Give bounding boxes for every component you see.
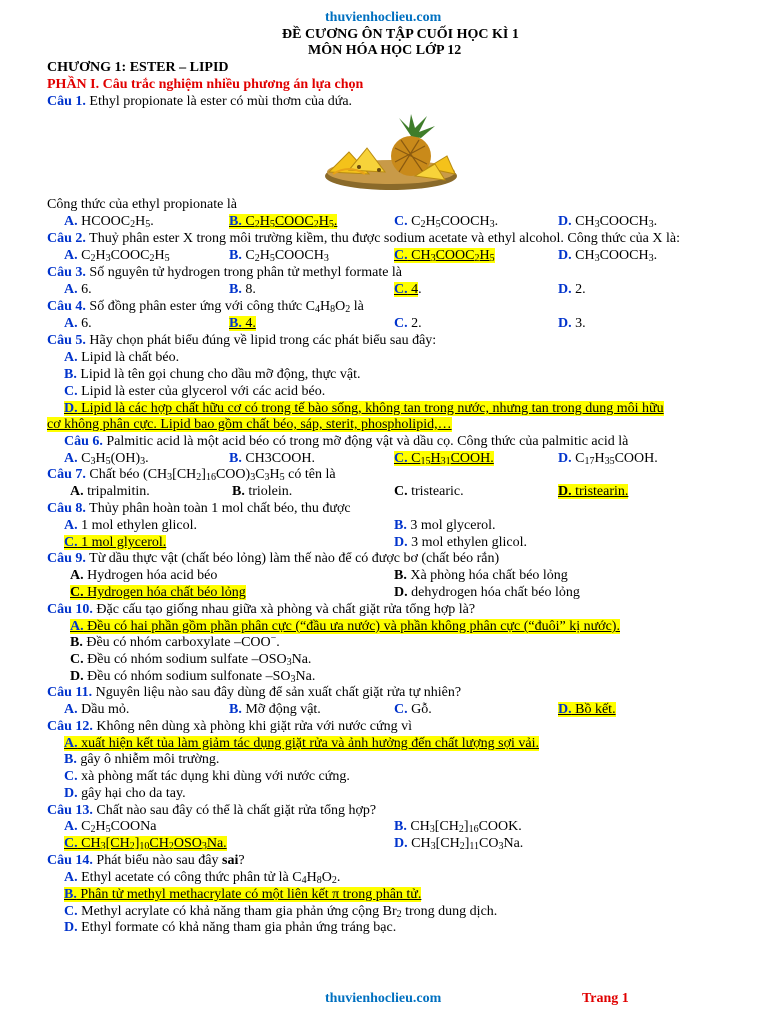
q7-option-d[interactable]: D. tristearin. [558,484,629,499]
question-9: Câu 9. Từ dầu thực vật (chất béo lỏng) làm thế nào để có được bơ (chất béo rắn) [47,551,500,566]
q3-option-a[interactable]: A. 6. [64,282,92,297]
q9-option-d[interactable]: D. dehydrogen hóa chất béo lỏng [394,585,580,600]
question-7: Câu 7. Chất béo $(CH_3[CH_2]_{16}COO)_3C_3H_5$ có tên là [47,467,336,483]
q4-option-b[interactable]: B. 4. [229,316,256,331]
q10-option-d[interactable]: D. Đều có nhóm sodium sulfonate $-SO_3Na$. [70,669,316,685]
pineapple-image [319,112,461,196]
q5-option-c[interactable]: C. Lipid là ester của glycerol với các acid béo. [64,384,326,399]
q8-option-c[interactable]: C. 1 mol glycerol. [64,535,167,550]
q13-option-a[interactable]: A. $C_2H_5COONa$ [64,819,157,835]
q5-option-b[interactable]: B. Lipid là tên gọi chung cho dầu mỡ động, thực vật. [64,367,361,382]
q4-option-d[interactable]: D. 3. [558,316,586,331]
q1-option-c[interactable]: C. $C_2H_5COOCH_3$. [394,214,499,230]
question-11: Câu 11. Nguyên liệu nào sau đây dùng để sản xuất chất giặt rửa tự nhiên? [47,685,462,700]
q10-option-a[interactable]: A. Đều có hai phần gồm phần phân cực (“đầu ưa nước) và phần không phân cực (“đuôi” kị nước). [70,619,620,634]
question-1-stem: Công thức của ethyl propionate là [47,197,237,212]
q5-option-d[interactable]: D. Lipid là các hợp chất hữu cơ có trong tế bào sống, không tan trong nước, nhưng tan trong dung môi hữu [64,401,664,416]
chapter-heading: CHƯƠNG 1: ESTER – LIPID [47,60,229,75]
doc-subtitle: MÔN HÓA HỌC LỚP 12 [308,43,462,58]
q1-option-a[interactable]: A. $HCOOC_2H_5$. [64,214,154,230]
question-4: Câu 4. Số đồng phân ester ứng với công thức $C_4H_8O_2$ là [47,299,364,315]
part-heading: PHẦN I. Câu trắc nghiệm nhiều phương án lựa chọn [47,77,364,92]
q7-option-a[interactable]: A. tripalmitin. [70,484,150,499]
q1-option-d[interactable]: D. $CH_3COOCH_3$. [558,214,658,230]
q3-option-d[interactable]: D. 2. [558,282,586,297]
q11-option-d[interactable]: D. Bồ kết. [558,702,616,717]
q12-option-c[interactable]: C. xà phòng mất tác dụng khi dùng với nước cứng. [64,769,350,784]
q13-option-c[interactable]: C. $CH_3[CH_2]_{10}CH_2OSO_3Na$. [64,836,227,852]
q12-option-d[interactable]: D. gây hại cho da tay. [64,786,186,801]
question-13: Câu 13. Chất nào sau đây có thể là chất giặt rửa tổng hợp? [47,803,377,818]
q12-option-b[interactable]: B. gây ô nhiễm môi trường. [64,752,220,767]
site-footer[interactable]: thuvienhoclieu.com [325,991,442,1006]
q14-option-a[interactable]: A. Ethyl acetate có công thức phân tử là $C_4H_8O_2$. [64,870,341,886]
q6-option-c[interactable]: C. $C_{15}H_{31}COOH$. [394,451,494,467]
q8-option-b[interactable]: B. 3 mol glycerol. [394,518,496,533]
q14-option-d[interactable]: D. Ethyl formate có khả năng tham gia phản ứng tráng bạc. [64,920,397,935]
q14-option-c[interactable]: C. Methyl acrylate có khả năng tham gia phản ứng cộng $Br_2$ trong dung dịch. [64,904,498,920]
q9-option-b[interactable]: B. Xà phòng hóa chất béo lỏng [394,568,568,583]
question-2: Câu 2. Thuỷ phân ester X trong môi trường kiềm, thu được sodium acetate và ethyl alcohol. Công thức của X là: [47,231,680,246]
q2-option-a[interactable]: A. $C_2H_3COOC_2H_5$ [64,248,170,264]
question-6: Câu 6. Palmitic acid là một acid béo có trong mỡ động vật và dầu cọ. Công thức của palmitic acid là [64,434,629,449]
q14-option-b[interactable]: B. Phân tử methyl methacrylate có một liên kết π trong phân tử. [64,887,422,902]
page-number: Trang 1 [582,991,629,1006]
q7-option-c[interactable]: C. tristearic. [394,484,464,499]
question-10: Câu 10. Đặc cấu tạo giống nhau giữa xà phòng và chất giặt rửa tổng hợp là? [47,602,476,617]
q2-option-c[interactable]: C. $CH_3COOC_2H_5$ [394,248,495,264]
q10-option-c[interactable]: C. Đều có nhóm sodium sulfate $-OSO_3Na$. [70,652,312,668]
q8-option-a[interactable]: A. 1 mol ethylen glicol. [64,518,197,533]
q6-option-a[interactable]: A. $C_3H_5(OH)_3$. [64,451,149,467]
question-5: Câu 5. Hãy chọn phát biểu đúng về lipid trong các phát biểu sau đây: [47,333,437,348]
q13-option-d[interactable]: D. $CH_3[CH_2]_{11}CO_3Na$. [394,836,524,852]
q5-option-a[interactable]: A. Lipid là chất béo. [64,350,180,365]
q11-option-a[interactable]: A. Dầu mỏ. [64,702,130,717]
q4-option-c[interactable]: C. 2. [394,316,422,331]
q2-option-b[interactable]: B. $C_2H_5COOCH_3$ [229,248,329,264]
question-1: Câu 1. Ethyl propionate là ester có mùi thơm của dứa. [47,94,353,109]
q5-option-d-cont: cơ không phân cực. Lipid bao gồm chất béo, sáp, sterit, phospholipid,… [47,417,452,432]
question-3: Câu 3. Số nguyên tử hydrogen trong phân tử methyl formate là [47,265,403,280]
doc-title: ĐỀ CƯƠNG ÔN TẬP CUỐI HỌC KÌ 1 [282,27,519,42]
q13-option-b[interactable]: B. $CH_3[CH_2]_{16}COOK$. [394,819,522,835]
q2-option-d[interactable]: D. $CH_3COOCH_3$. [558,248,658,264]
q6-option-b[interactable]: B. CH3COOH. [229,451,315,466]
question-14: Câu 14. Phát biểu nào sau đây sai? [47,853,245,868]
q8-option-d[interactable]: D. 3 mol ethylen glicol. [394,535,527,550]
q9-option-a[interactable]: A. Hydrogen hóa acid béo [70,568,218,583]
q12-option-a[interactable]: A. xuất hiện kết tủa làm giảm tác dụng giặt rửa và ảnh hưởng đến chất lượng sợi vải. [64,736,539,751]
q3-option-b[interactable]: B. 8. [229,282,256,297]
q6-option-d[interactable]: D. $C_{17}H_{35}COOH$. [558,451,658,467]
question-8: Câu 8. Thủy phân hoàn toàn 1 mol chất béo, thu được [47,501,351,516]
q11-option-b[interactable]: B. Mỡ động vật. [229,702,321,717]
q7-option-b[interactable]: B. triolein. [232,484,293,499]
q3-option-c[interactable]: C. 4. [394,282,422,297]
q4-option-a[interactable]: A. 6. [64,316,92,331]
question-12: Câu 12. Không nên dùng xà phòng khi giặt rửa với nước cứng vì [47,719,412,734]
q1-option-b[interactable]: B. $C_2H_5COOC_2H_5$. [229,214,338,230]
q11-option-c[interactable]: C. Gỗ. [394,702,432,717]
q10-option-b[interactable]: B. Đều có nhóm carboxylate –COO−. [70,633,280,650]
q9-option-c[interactable]: C. Hydrogen hóa chất béo lỏng [70,585,246,600]
site-header[interactable]: thuvienhoclieu.com [325,10,442,25]
